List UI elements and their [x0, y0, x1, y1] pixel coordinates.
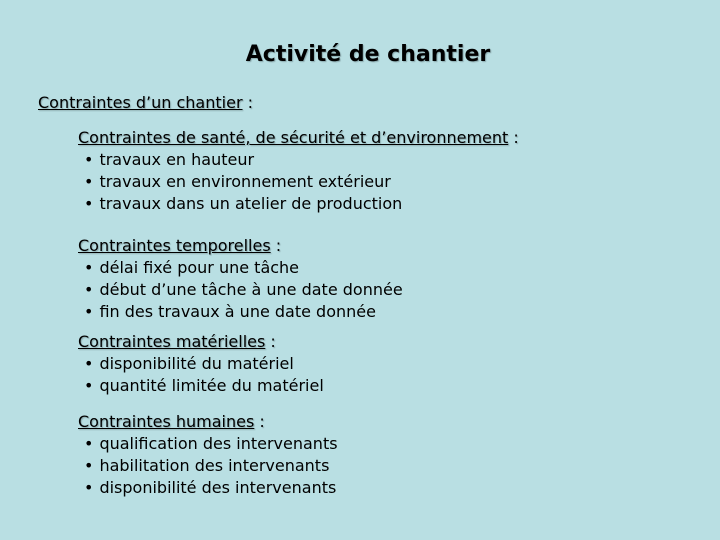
group-title-label: Contraintes de santé, de sécurité et d’environnement	[78, 128, 509, 147]
group-title	[78, 235, 403, 257]
group-title-label: Contraintes matérielles	[78, 332, 266, 351]
bullet-list	[78, 257, 403, 323]
constraint-group-human	[78, 411, 338, 499]
list-item: • travaux en hauteur	[84, 149, 519, 171]
list-item: • qualification des intervenants	[84, 433, 338, 455]
constraint-group-material	[78, 331, 324, 397]
group-title-suffix: :	[508, 128, 519, 147]
group-title-suffix: :	[265, 332, 276, 351]
main-heading-suffix: :	[242, 93, 253, 112]
bullet-list	[78, 149, 519, 215]
group-title-suffix: :	[270, 236, 282, 255]
group-title	[78, 411, 338, 433]
list-item: • disponibilité des intervenants	[84, 477, 338, 499]
group-title	[78, 127, 519, 149]
constraint-group-temporal	[78, 235, 403, 323]
list-item: • travaux en environnement extérieur	[84, 171, 519, 193]
group-title	[78, 331, 324, 353]
constraint-group-health-safety	[78, 127, 519, 215]
group-title-label: Contraintes temporelles	[78, 236, 271, 255]
slide-title: Activité de chantier	[245, 42, 491, 67]
list-item: • disponibilité du matériel	[84, 353, 324, 375]
list-item: • quantité limitée du matériel	[84, 375, 324, 397]
main-heading	[38, 93, 253, 112]
list-item: • habilitation des intervenants	[84, 455, 338, 477]
list-item: • début d’une tâche à une date donnée	[84, 279, 403, 301]
group-title-label: Contraintes humaines	[78, 412, 255, 431]
list-item: • fin des travaux à une date donnée	[84, 301, 403, 323]
bullet-list	[78, 433, 338, 499]
bullet-list	[78, 353, 324, 397]
group-title-suffix: :	[254, 412, 265, 431]
list-item: • travaux dans un atelier de production	[84, 193, 519, 215]
main-heading-label: Contraintes d’un chantier	[38, 93, 243, 112]
list-item: • délai fixé pour une tâche	[84, 257, 403, 279]
